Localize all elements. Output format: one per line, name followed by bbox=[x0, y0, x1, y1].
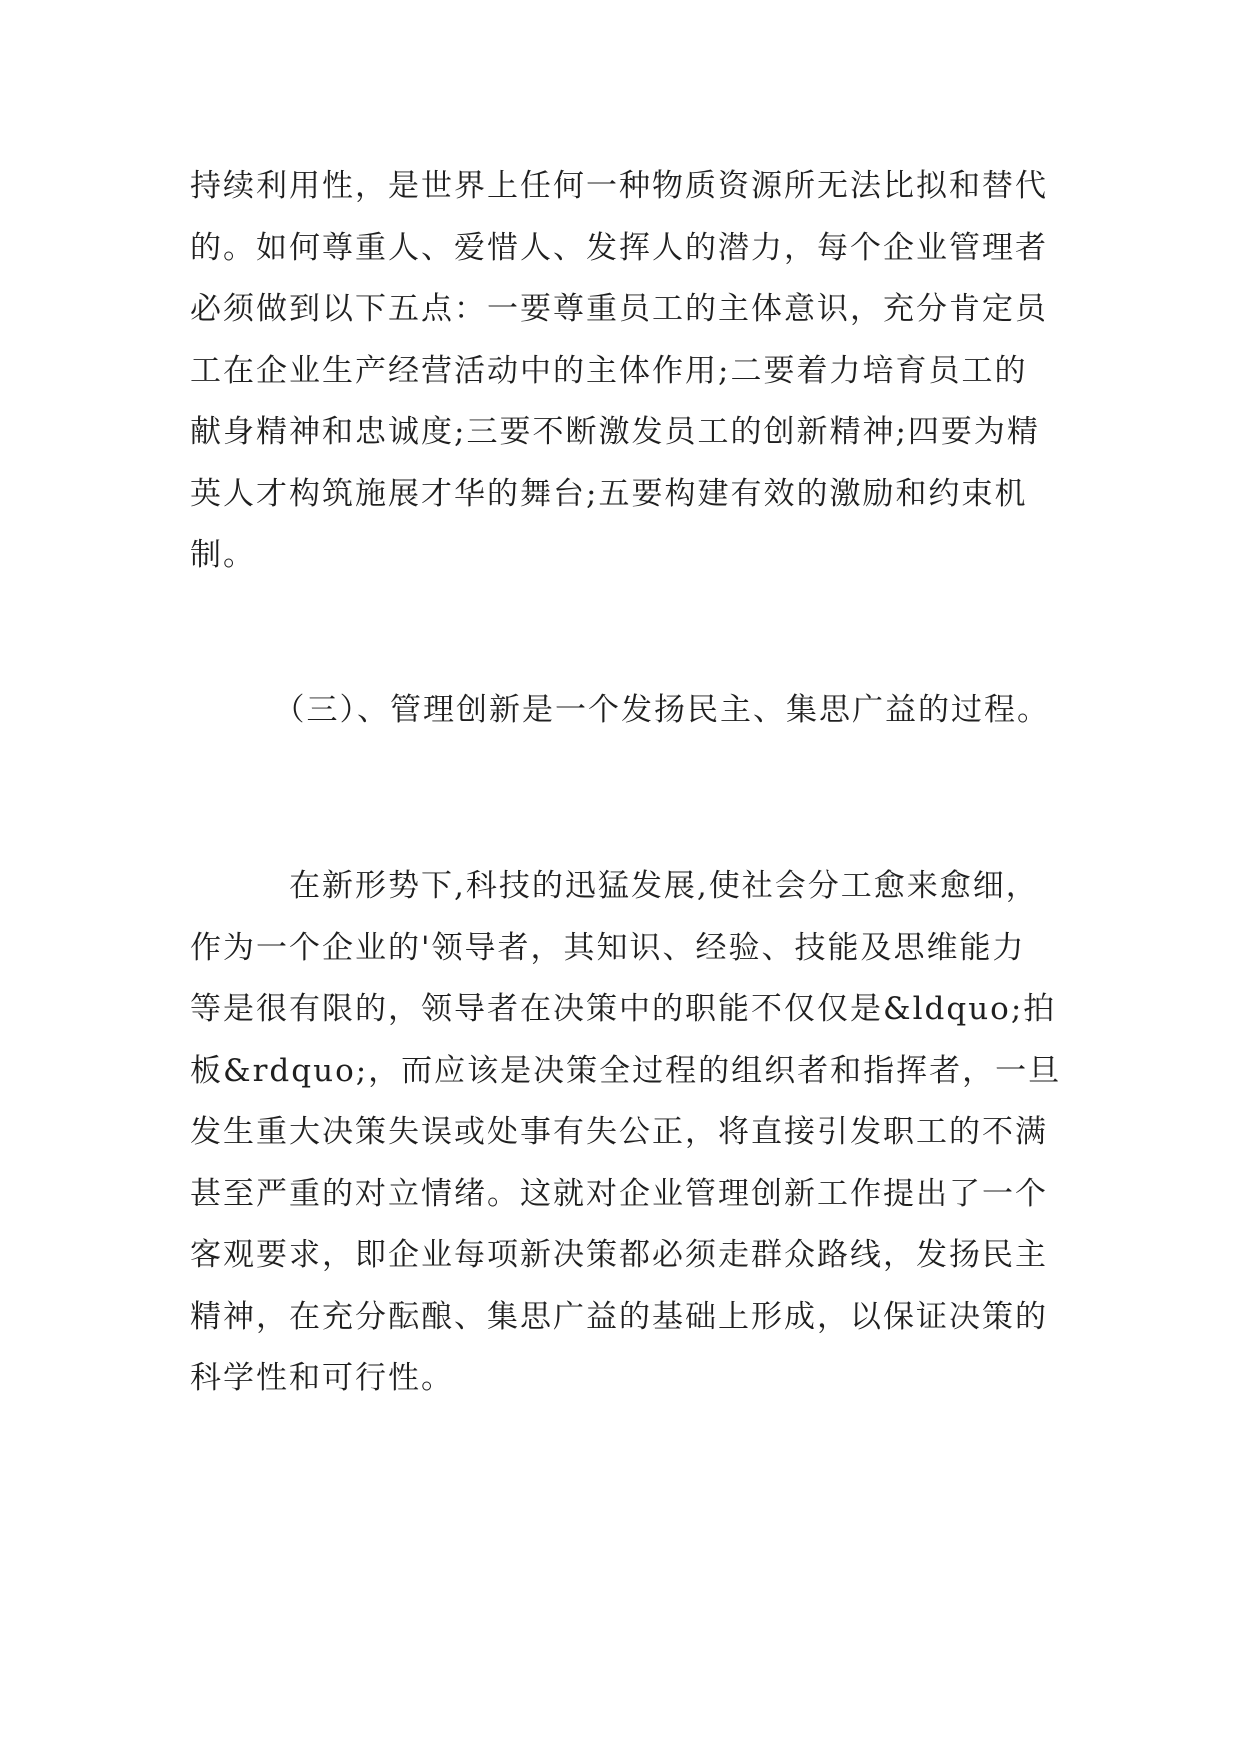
paragraph-line: 工在企业生产经营活动中的主体作用;二要着力培育员工的 bbox=[190, 352, 1028, 389]
paragraph-line: 科学性和可行性。 bbox=[190, 1360, 454, 1396]
paragraph-line: 必须做到以下五点：一要尊重员工的主体意识，充分肯定员 bbox=[190, 291, 1048, 327]
paragraph-line: 等是很有限的，领导者在决策中的职能不仅仅是&ldquo;拍 bbox=[190, 991, 1057, 1027]
section-heading-text: （三）、管理创新是一个发扬民主、集思广益的过程。 bbox=[190, 692, 1050, 728]
section-heading-3 bbox=[190, 680, 1050, 742]
paragraph-line: 制。 bbox=[190, 537, 256, 573]
paragraph-line: 精神，在充分酝酿、集思广益的基础上形成，以保证决策的 bbox=[190, 1298, 1048, 1335]
paragraph-employee-management bbox=[190, 156, 1050, 587]
paragraph-line: 客观要求，即企业每项新决策都必须走群众路线，发扬民主 bbox=[190, 1237, 1048, 1273]
paragraph-line: 献身精神和忠诚度;三要不断激发员工的创新精神;四要为精 bbox=[190, 414, 1040, 450]
paragraph-democratic-decision bbox=[190, 856, 1062, 1410]
paragraph-line: 作为一个企业的'领导者，其知识、经验、技能及思维能力 bbox=[190, 929, 1026, 966]
paragraph-line: 在新形势下,科技的迅猛发展,使社会分工愈来愈细， bbox=[190, 868, 1039, 904]
paragraph-line: 的。如何尊重人、爱惜人、发挥人的潜力，每个企业管理者 bbox=[190, 229, 1048, 266]
paragraph-line: 板&rdquo;，而应该是决策全过程的组织者和指挥者，一旦 bbox=[190, 1052, 1062, 1089]
paragraph-line: 甚至严重的对立情绪。这就对企业管理创新工作提出了一个 bbox=[190, 1175, 1048, 1212]
paragraph-line: 发生重大决策失误或处事有失公正，将直接引发职工的不满 bbox=[190, 1114, 1048, 1150]
paragraph-line: 持续利用性，是世界上任何一种物质资源所无法比拟和替代 bbox=[190, 168, 1048, 204]
paragraph-line: 英人才构筑施展才华的舞台;五要构建有效的激励和约束机 bbox=[190, 475, 1028, 512]
